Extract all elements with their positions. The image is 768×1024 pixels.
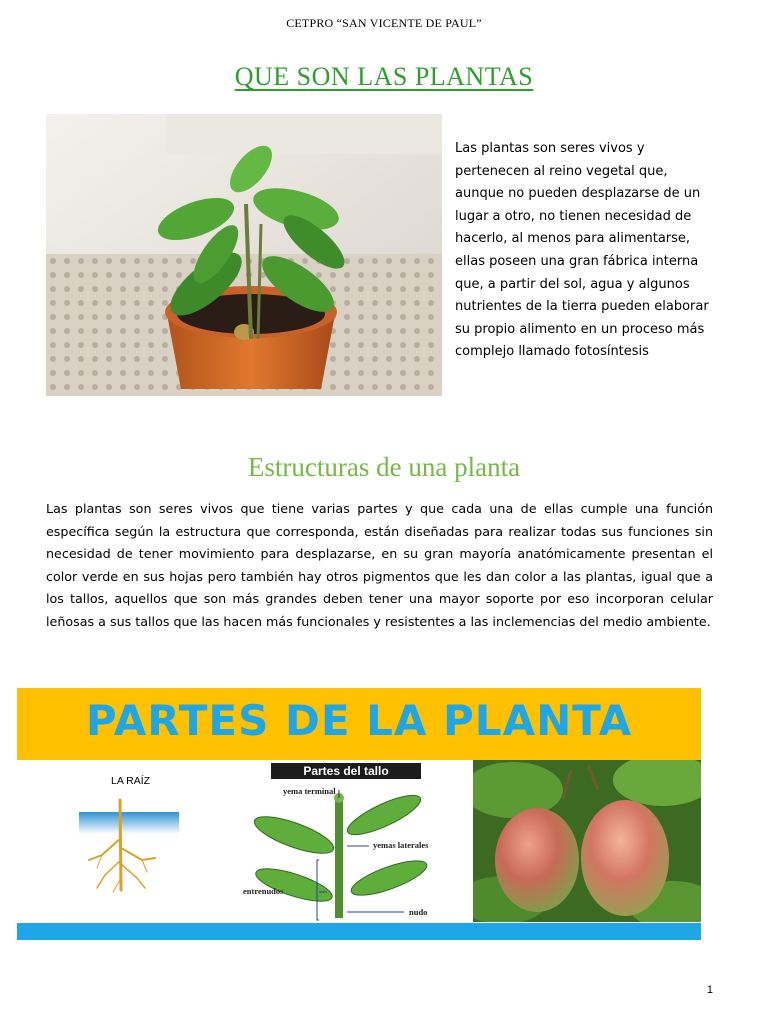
lateral-buds-label: yemas laterales [373,840,429,850]
intro-paragraph: Las plantas son seres vivos y pertenecen al reino vegetal que, aunque no pueden desplazarse de un lugar a otro, no tienen necesidad de hacerlo, al menos para alimentarse, ellas poseen una gran fábrica interna que, a partir del sol, agua y algunos nutrientes de la tierra pueden elaborar su propio alimento en un proceso más complejo llamado fotosíntesis [455,141,709,360]
fruit-photo [473,760,701,922]
root-label: LA RAÍZ [111,775,151,787]
terminal-bud-label: yema terminal [283,786,336,796]
page-title: QUE SON LAS PLANTAS [234,62,534,91]
stem-panel [239,760,469,922]
soil-line-icon [79,812,179,834]
root-panel [17,760,238,922]
parts-banner [17,688,701,760]
banner-bottom-bar [17,923,701,940]
page-number: 1 [706,984,713,996]
plant-photo [46,114,442,396]
banner-title: PARTES DE LA PLANTA [85,696,633,745]
document-header: CETPRO “SAN VICENTE DE PAUL” [286,16,482,30]
stem-diagram-icon [239,760,469,922]
section-subtitle: Estructuras de una planta [247,452,521,482]
stem-diagram-title: Partes del tallo [271,763,421,779]
node-label: nudo [409,907,428,917]
body-paragraph: Las plantas son seres vivos que tiene varias partes y que cada una de ellas cumple una función específica según la estructura que corresponda, están diseñadas para realizar todas sus funciones sin necesidad de tener movimiento para desplazarse, en su gran mayoría anatómicamente presentan el color verde en sus hojas pero también hay otros pigmentos que les dan color a las plantas, igual que a los tallos, aquellos que son más grandes deben tener una mayor soporte por eso incorporan celular leñosas a sus tallos que las hacen más funcionales y resistentes a las inclemencias del medio ambiente. [46,501,713,629]
internodes-label: entrenudos [243,886,284,896]
